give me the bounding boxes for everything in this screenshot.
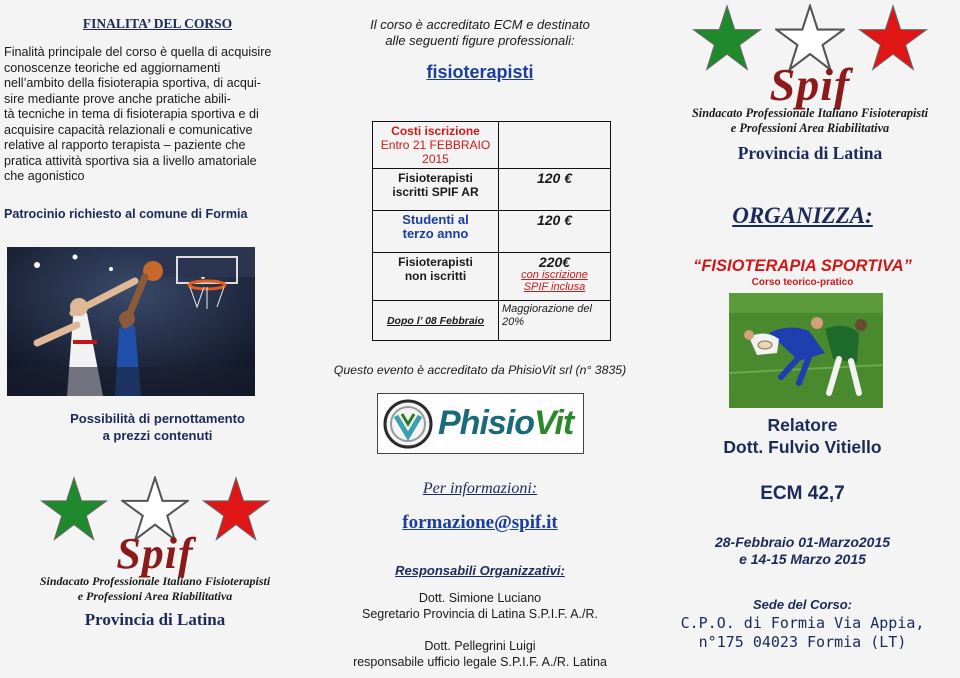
table-row [373, 169, 611, 211]
red-star-icon [858, 4, 928, 72]
logo-provincia: Provincia di Latina [737, 143, 883, 163]
costi-note: SPIF inclusa [523, 281, 586, 293]
responsabile-role: responsabile ufficio legale S.P.I.F. A./R. Latina [353, 655, 607, 669]
costi-late-label: Dopo l’ 08 Febbraio [373, 301, 499, 341]
email-link[interactable]: formazione@spif.it [402, 512, 558, 533]
costi-label-cell [373, 169, 499, 211]
costi-header-date: 2015 [422, 152, 449, 166]
responsabile-name: Dott. Pellegrini Luigi [424, 639, 536, 653]
middle-panel [315, 0, 645, 678]
costi-header-date: Entro 21 FEBBRAIO [380, 138, 491, 152]
red-star-icon [202, 476, 270, 542]
green-star-icon [40, 476, 108, 542]
accreditamento-text [315, 17, 645, 49]
costi-label: Studenti al [402, 212, 469, 227]
pernottamento-text [0, 410, 315, 444]
costi-price: 120 € [499, 169, 611, 211]
course-title: “FISIOTERAPIA SPORTIVA” [693, 257, 912, 275]
logo-subtitle: e Professioni Area Riabilitativa [77, 589, 233, 603]
costi-label: iscritti SPIF AR [392, 185, 479, 199]
patrocinio-text: Patrocinio richiesto al comune di Formia [4, 207, 248, 221]
finalita-line: relative al rapporto terapista – paziente che [4, 138, 246, 152]
info-label: Per informazioni: [422, 480, 538, 497]
finalita-line: nell’ambito della fisioterapia sportiva, di acqui- [4, 76, 261, 90]
finalita-line: conoscenze teoriche ed aggiornamenti [4, 60, 221, 75]
table-row [373, 253, 611, 301]
costi-table [372, 121, 611, 341]
costi-label: terzo anno [402, 226, 469, 241]
sede-label: Sede del Corso: [753, 597, 852, 612]
relatore-block [645, 414, 960, 458]
finalita-line: pratica attività sportiva sia a livello amatoriale [4, 153, 257, 168]
right-panel [645, 0, 960, 678]
costi-label: Fisioterapisti [398, 255, 473, 269]
relatore-name: Dott. Fulvio Vitiello [723, 437, 882, 457]
sede-line: C.P.O. di Formia Via Appia, [680, 614, 925, 632]
costi-header-title: Costi iscrizione [391, 124, 480, 138]
left-panel [0, 0, 315, 678]
logo-wordmark: Spif [116, 529, 194, 578]
costi-label-cell [373, 253, 499, 301]
finalita-line: che agonistico [4, 169, 85, 183]
table-row [373, 211, 611, 253]
finalita-line: tà tecniche in tema di fisioterapia sportiva e di [4, 107, 259, 121]
finalita-line: acquisire capacità relazionali e comunicative [4, 122, 253, 137]
costi-late-value: Maggiorazione del [502, 303, 592, 315]
table-row [373, 301, 611, 341]
ecm-credits: ECM 42,7 [760, 483, 845, 504]
spif-logo [690, 4, 930, 164]
responsabili-title: Responsabili Organizzativi: [395, 563, 565, 578]
organizza-heading: ORGANIZZA: [732, 203, 873, 228]
costi-note: con iscrizione [521, 269, 588, 281]
phisiovit-accreditation: Questo evento è accreditato da PhisioVit srl (n° 3835) [333, 363, 627, 377]
rugby-photo [729, 293, 883, 408]
accreditamento-line: alle seguenti figure professionali: [385, 33, 575, 48]
phisiovit-emblem-icon [382, 398, 434, 450]
logo-provincia: Provincia di Latina [84, 610, 226, 629]
course-date-line: 28-Febbraio 01-Marzo2015 [714, 534, 891, 550]
logo-wordmark: Spif [769, 59, 851, 110]
sede-address [645, 614, 960, 652]
costi-label: Fisioterapisti [398, 171, 473, 185]
phisiovit-word: Phisio [438, 404, 535, 442]
phisiovit-wordmark [438, 402, 573, 444]
logo-subtitle: Sindacato Professionale Italiano Fisioterapisti [39, 574, 271, 588]
logo-subtitle: e Professioni Area Riabilitativa [730, 121, 890, 135]
finalita-paragraph [4, 45, 309, 185]
pernottamento-line: a prezzi contenuti [102, 428, 213, 443]
finalita-line: Finalità principale del corso è quella di acquisire [4, 45, 272, 59]
costi-label: non iscritti [404, 269, 467, 283]
logo-subtitle: Sindacato Professionale Italiano Fisioterapisti [691, 106, 929, 120]
spif-logo [38, 476, 272, 630]
basketball-photo [7, 247, 255, 396]
figura-professionale: fisioterapisti [426, 62, 534, 82]
costi-late-value: 20% [502, 316, 525, 328]
costi-header-cell [373, 122, 499, 169]
phisiovit-word: Vit [534, 404, 574, 442]
sede-line: n°175 04023 Formia (LT) [698, 633, 907, 651]
finalita-line: sire mediante prove anche pratiche abili- [4, 91, 231, 106]
responsabile-name: Dott. Simione Luciano [418, 591, 542, 605]
costi-late-cell [499, 301, 611, 341]
course-subtitle: Corso teorico-pratico [751, 277, 854, 288]
course-date-line: e 14-15 Marzo 2015 [739, 551, 866, 567]
green-star-icon [692, 4, 762, 72]
pernottamento-line: Possibilità di pernottamento [70, 411, 245, 426]
table-row [373, 122, 611, 169]
relatore-label: Relatore [767, 415, 838, 435]
costi-price: 220€ [538, 254, 571, 270]
accreditamento-line: Il corso è accreditato ECM e destinato [370, 17, 590, 32]
costi-price: 120 € [499, 211, 611, 253]
finalita-title: FINALITA’ DEL CORSO [82, 16, 233, 31]
costi-price-cell [499, 253, 611, 301]
course-dates [645, 534, 960, 568]
phisiovit-logo [377, 393, 584, 454]
costi-header-empty [499, 122, 611, 169]
costi-label-cell [373, 211, 499, 253]
responsabile-role: Segretario Provincia di Latina S.P.I.F. A./R. [361, 607, 598, 621]
